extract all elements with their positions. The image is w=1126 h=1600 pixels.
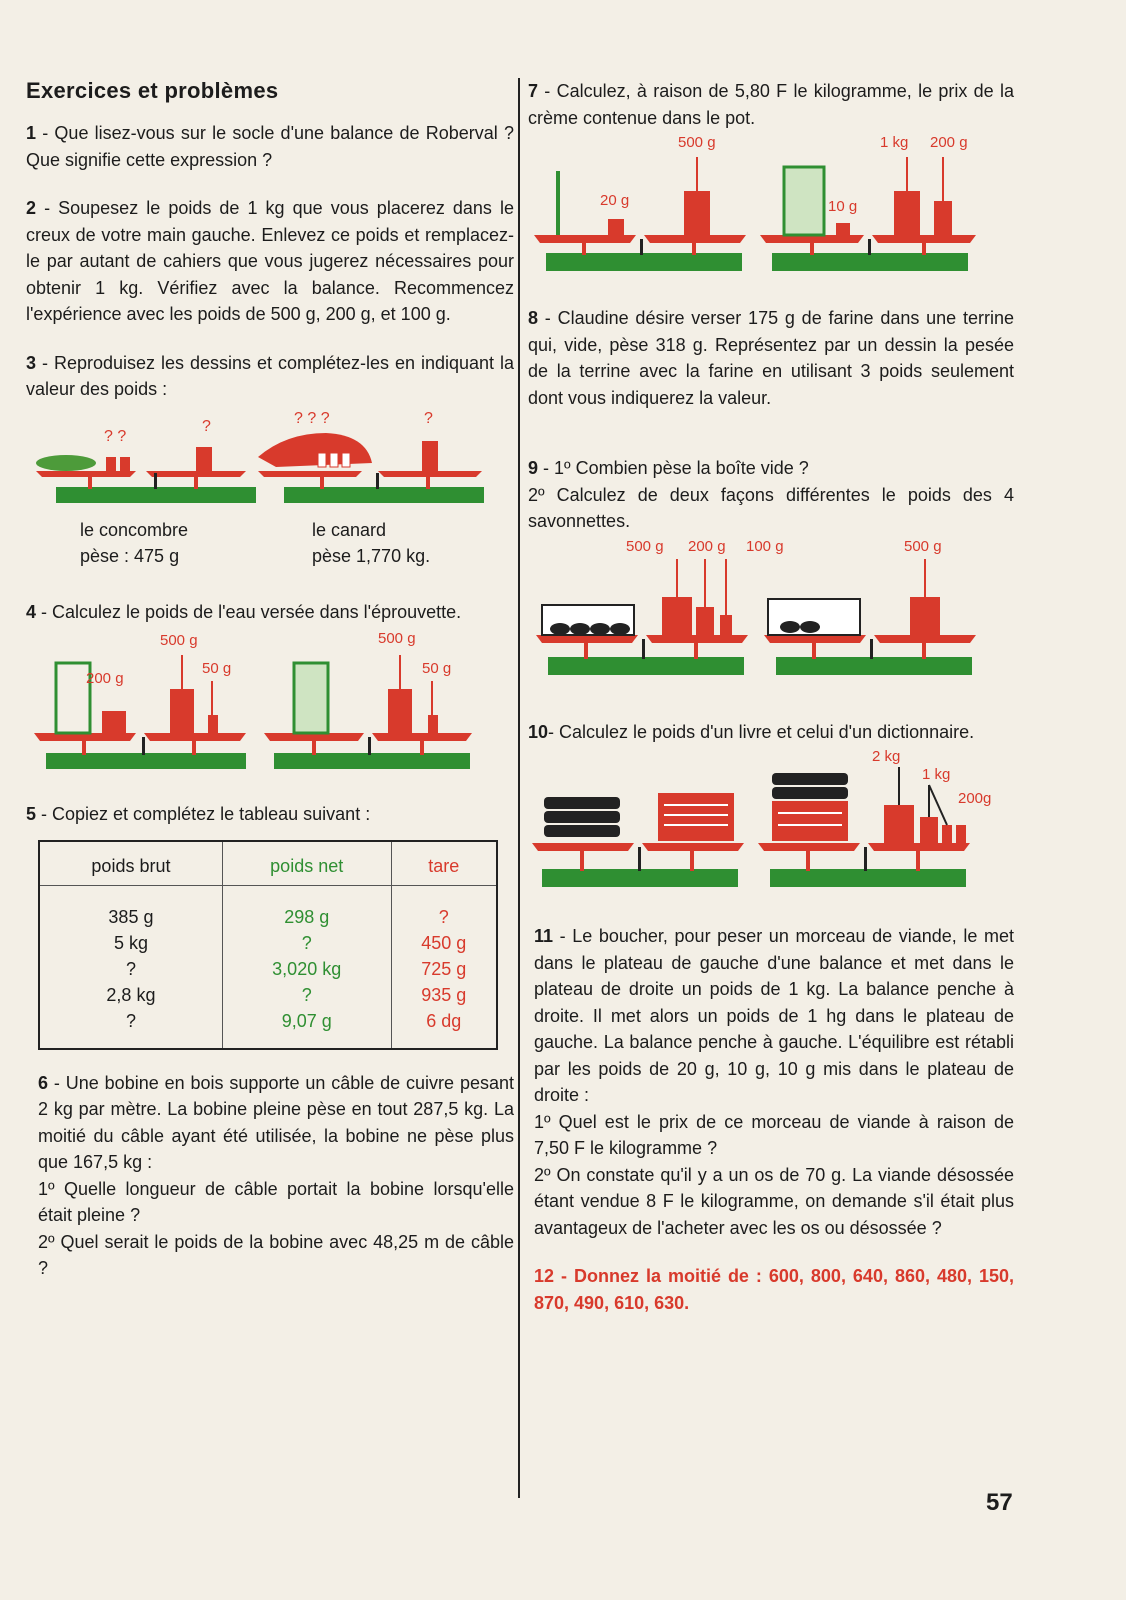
table-cell: ? (438, 906, 449, 927)
dictionary-icon (772, 801, 848, 841)
exercise-1 (26, 120, 514, 173)
table-cell: ? (301, 932, 312, 953)
column-brut (39, 885, 222, 1049)
ex4-label-200g: 200 g (86, 670, 124, 687)
table-cell: 2,8 kg (106, 984, 156, 1005)
ex7-label-500g: 500 g (678, 134, 716, 151)
ex3-right-balance (258, 410, 484, 503)
ex10-label-200g: 200g (958, 790, 992, 807)
ex7-label-10g: 10 g (828, 198, 858, 215)
table-cell: 5 kg (113, 932, 148, 953)
ex3-left-balance (36, 418, 256, 503)
table-body-row (39, 885, 497, 1049)
ex3-captions (26, 517, 514, 575)
ex4-label-500g: 500 g (160, 632, 198, 649)
ex4-label-50g: 50 g (202, 660, 232, 677)
exercise-text: - Le boucher, pour peser un morceau de viande, le met dans le plateau de gauche d'une balance et met dans le plateau de droite un poids de 1 kg. La balance penche à droite. Il met alors un poids de 1 hg dans le plateau de gauche. La balance penche à gauche. L'équilibre est rétabli par les poids de 20 g, 10 g, 10 g mis dans le plateau de droite : (534, 926, 1014, 1105)
table-cell: 385 g (108, 906, 154, 927)
ex3-balances-diagram (26, 403, 514, 513)
ex7-label-200g: 200 g (930, 134, 968, 151)
table-cell: ? (125, 1010, 136, 1031)
right-column (528, 78, 1014, 1316)
ex4-label-50g-b: 50 g (422, 660, 452, 677)
ex3-q1: ? ? (104, 427, 127, 445)
table-cell: 3,020 kg (272, 958, 342, 979)
exercise-8 (528, 305, 1014, 411)
exercise-7 (528, 78, 1014, 131)
ex7-label-1kg: 1 kg (880, 134, 909, 151)
ex9-left-balance (536, 538, 784, 675)
ex9-label-500g: 500 g (626, 537, 664, 555)
exercise-text: - Calculez le poids d'un livre et celui d'un dictionnaire. (548, 721, 975, 742)
exercise-text: - Calculez le poids de l'eau versée dans l'éprouvette. (36, 601, 462, 622)
ex6-question-2: 2º Quel serait le poids de la bobine avec 48,25 m de câble ? (38, 1231, 514, 1278)
table-cell: 725 g (421, 958, 467, 979)
dictionary-icon (658, 793, 734, 841)
caption-line: le canard (312, 519, 387, 540)
header-poids-brut: poids brut (39, 841, 222, 886)
exercise-11 (528, 923, 1014, 1241)
ex10-right-balance (758, 748, 991, 887)
exercise-number: 8 (528, 308, 539, 328)
exercise-text: - Soupesez le poids de 1 kg que vous placerez dans le creux de votre main gauche. Enlevez ce poids et remplacez-le par autant de cahiers que vous jugerez nécessaires pour obtenir 1 kg. Vérifiez avec la balance. Recommencez l'expérience avec les poids de 500 g, 200 g, et 100 g. (26, 198, 514, 324)
exercise-text: - Reproduisez les dessins et complétez-les en indiquant la valeur des poids : (26, 352, 514, 399)
cucumber-caption (80, 517, 188, 569)
caption-line: pèse : 475 g (80, 545, 180, 566)
exercise-number: 6 (38, 1072, 49, 1093)
exercise-text: - Que lisez-vous sur le socle d'une balance de Roberval ? Que signifie cette expression ? (26, 123, 514, 170)
header-tare: tare (428, 855, 460, 876)
exercise-12 (528, 1263, 1014, 1316)
ex10-label-1kg: 1 kg (922, 766, 951, 783)
exercise-number: 7 (528, 81, 539, 101)
caption-line: pèse 1,770 kg. (312, 545, 431, 566)
left-column (26, 78, 514, 1282)
ex11-question-2: 2º On constate qu'il y a un os de 70 g. La viande désossée étant vendue 8 F le kilogramme, on demande s'il était plus avantageux de l'acheter avec les os ou désossée ? (534, 1164, 1014, 1238)
ex3-q2: ? (202, 417, 211, 435)
page-number: 57 (986, 1489, 1013, 1516)
exercise-number: 2 (26, 198, 37, 218)
ex9-label-200g: 200 g (688, 537, 726, 555)
column-tare (391, 885, 497, 1049)
cream-pot-icon (784, 167, 824, 235)
cucumber-icon (36, 455, 96, 471)
test-tube-icon (56, 663, 90, 733)
test-tube-icon (556, 171, 560, 235)
exercise-text: - Donnez la moitié de : 600, 800, 640, 860, 480, 150, 870, 490, 610, 630. (534, 1266, 1014, 1313)
exercise-text: - Copiez et complétez le tableau suivant : (36, 804, 371, 824)
books-stack-icon (544, 797, 620, 837)
exercise-6 (26, 1070, 514, 1282)
header-poids-net: poids net (222, 841, 391, 886)
ex9-balances-diagram (528, 535, 1014, 685)
duck-caption (312, 517, 430, 569)
ex6-question-1: 1º Quelle longueur de câble portait la bobine lorsqu'elle était pleine ? (38, 1178, 514, 1225)
exercise-3 (26, 350, 514, 403)
exercise-number: 9 (528, 458, 539, 478)
ex10-left-balance (532, 793, 744, 887)
exercise-number: 11 (534, 926, 554, 946)
table-cell: 6 dg (426, 1010, 462, 1031)
ex4-left-balance (34, 632, 246, 769)
exercise-number: 10 (528, 721, 549, 742)
table-cell: 9,07 g (281, 1010, 332, 1031)
table-cell: 935 g (421, 984, 467, 1005)
exercise-number: 3 (26, 352, 37, 373)
exercise-number: 4 (26, 601, 37, 622)
exercise-9 (528, 455, 1014, 535)
table-cell: 298 g (284, 906, 330, 927)
books-stack-icon (772, 773, 848, 799)
ex9-right-balance (764, 538, 976, 675)
exercise-4 (26, 599, 514, 626)
exercise-number: 5 (26, 804, 37, 824)
ex9-label-100g: 100 g (746, 537, 784, 555)
column-net (222, 885, 391, 1049)
ex10-label-2kg: 2 kg (872, 748, 901, 765)
exercise-number: 1 (26, 123, 37, 143)
exercise-2 (26, 195, 514, 328)
ex7-label-20g: 20 g (600, 192, 630, 209)
ex4-balances-diagram (26, 625, 514, 775)
ex9-question-1: - 1º Combien pèse la boîte vide ? (538, 458, 809, 478)
caption-line: le concombre (80, 519, 189, 540)
duck-icon (258, 433, 372, 467)
weights-table (38, 840, 498, 1050)
exercise-number: 12 (534, 1266, 555, 1286)
exercise-5 (26, 801, 514, 828)
ex9-question-2: 2º Calculez de deux façons différentes le poids des 4 savonnettes. (528, 484, 1014, 531)
ex4-right-balance (264, 630, 472, 769)
test-tube-icon (294, 663, 328, 733)
ex7-left-balance (534, 134, 746, 271)
ex7-balances-diagram (528, 131, 1014, 291)
exercise-text: - Claudine désire verser 175 g de farine dans une terrine qui, vide, pèse 318 g. Représentez par un dessin la pesée de la terrine avec la farine en utilisant 3 poids seulement dont vous indiquerez la valeur. (528, 308, 1014, 408)
exercise-text: - Une bobine en bois supporte un câble de cuivre pesant 2 kg par mètre. La bobine pleine pèse en tout 287,5 kg. La moitié du câble ayant été utilisée, la bobine ne pèse plus que 167,5 kg : (38, 1072, 514, 1172)
table-cell: 450 g (421, 932, 467, 953)
ex4-label-500g-b: 500 g (378, 630, 416, 647)
table-cell: ? (301, 984, 312, 1005)
ex11-question-1: 1º Quel est le prix de ce morceau de viande à raison de 7,50 F le kilogramme ? (534, 1111, 1014, 1158)
table-cell: ? (125, 958, 136, 979)
column-divider (518, 78, 520, 1498)
exercise-text: - Calculez, à raison de 5,80 F le kilogramme, le prix de la crème contenue dans le pot. (528, 81, 1014, 128)
section-title: Exercices et problèmes (26, 78, 279, 103)
ex3-q4: ? (424, 409, 433, 427)
ex9-label-500g-b: 500 g (904, 537, 942, 555)
exercise-10 (528, 719, 1014, 746)
table-header-row (39, 841, 497, 886)
ex10-balances-diagram (528, 745, 1014, 895)
ex3-q3: ? ? ? (294, 409, 330, 427)
ex7-right-balance (760, 134, 976, 271)
